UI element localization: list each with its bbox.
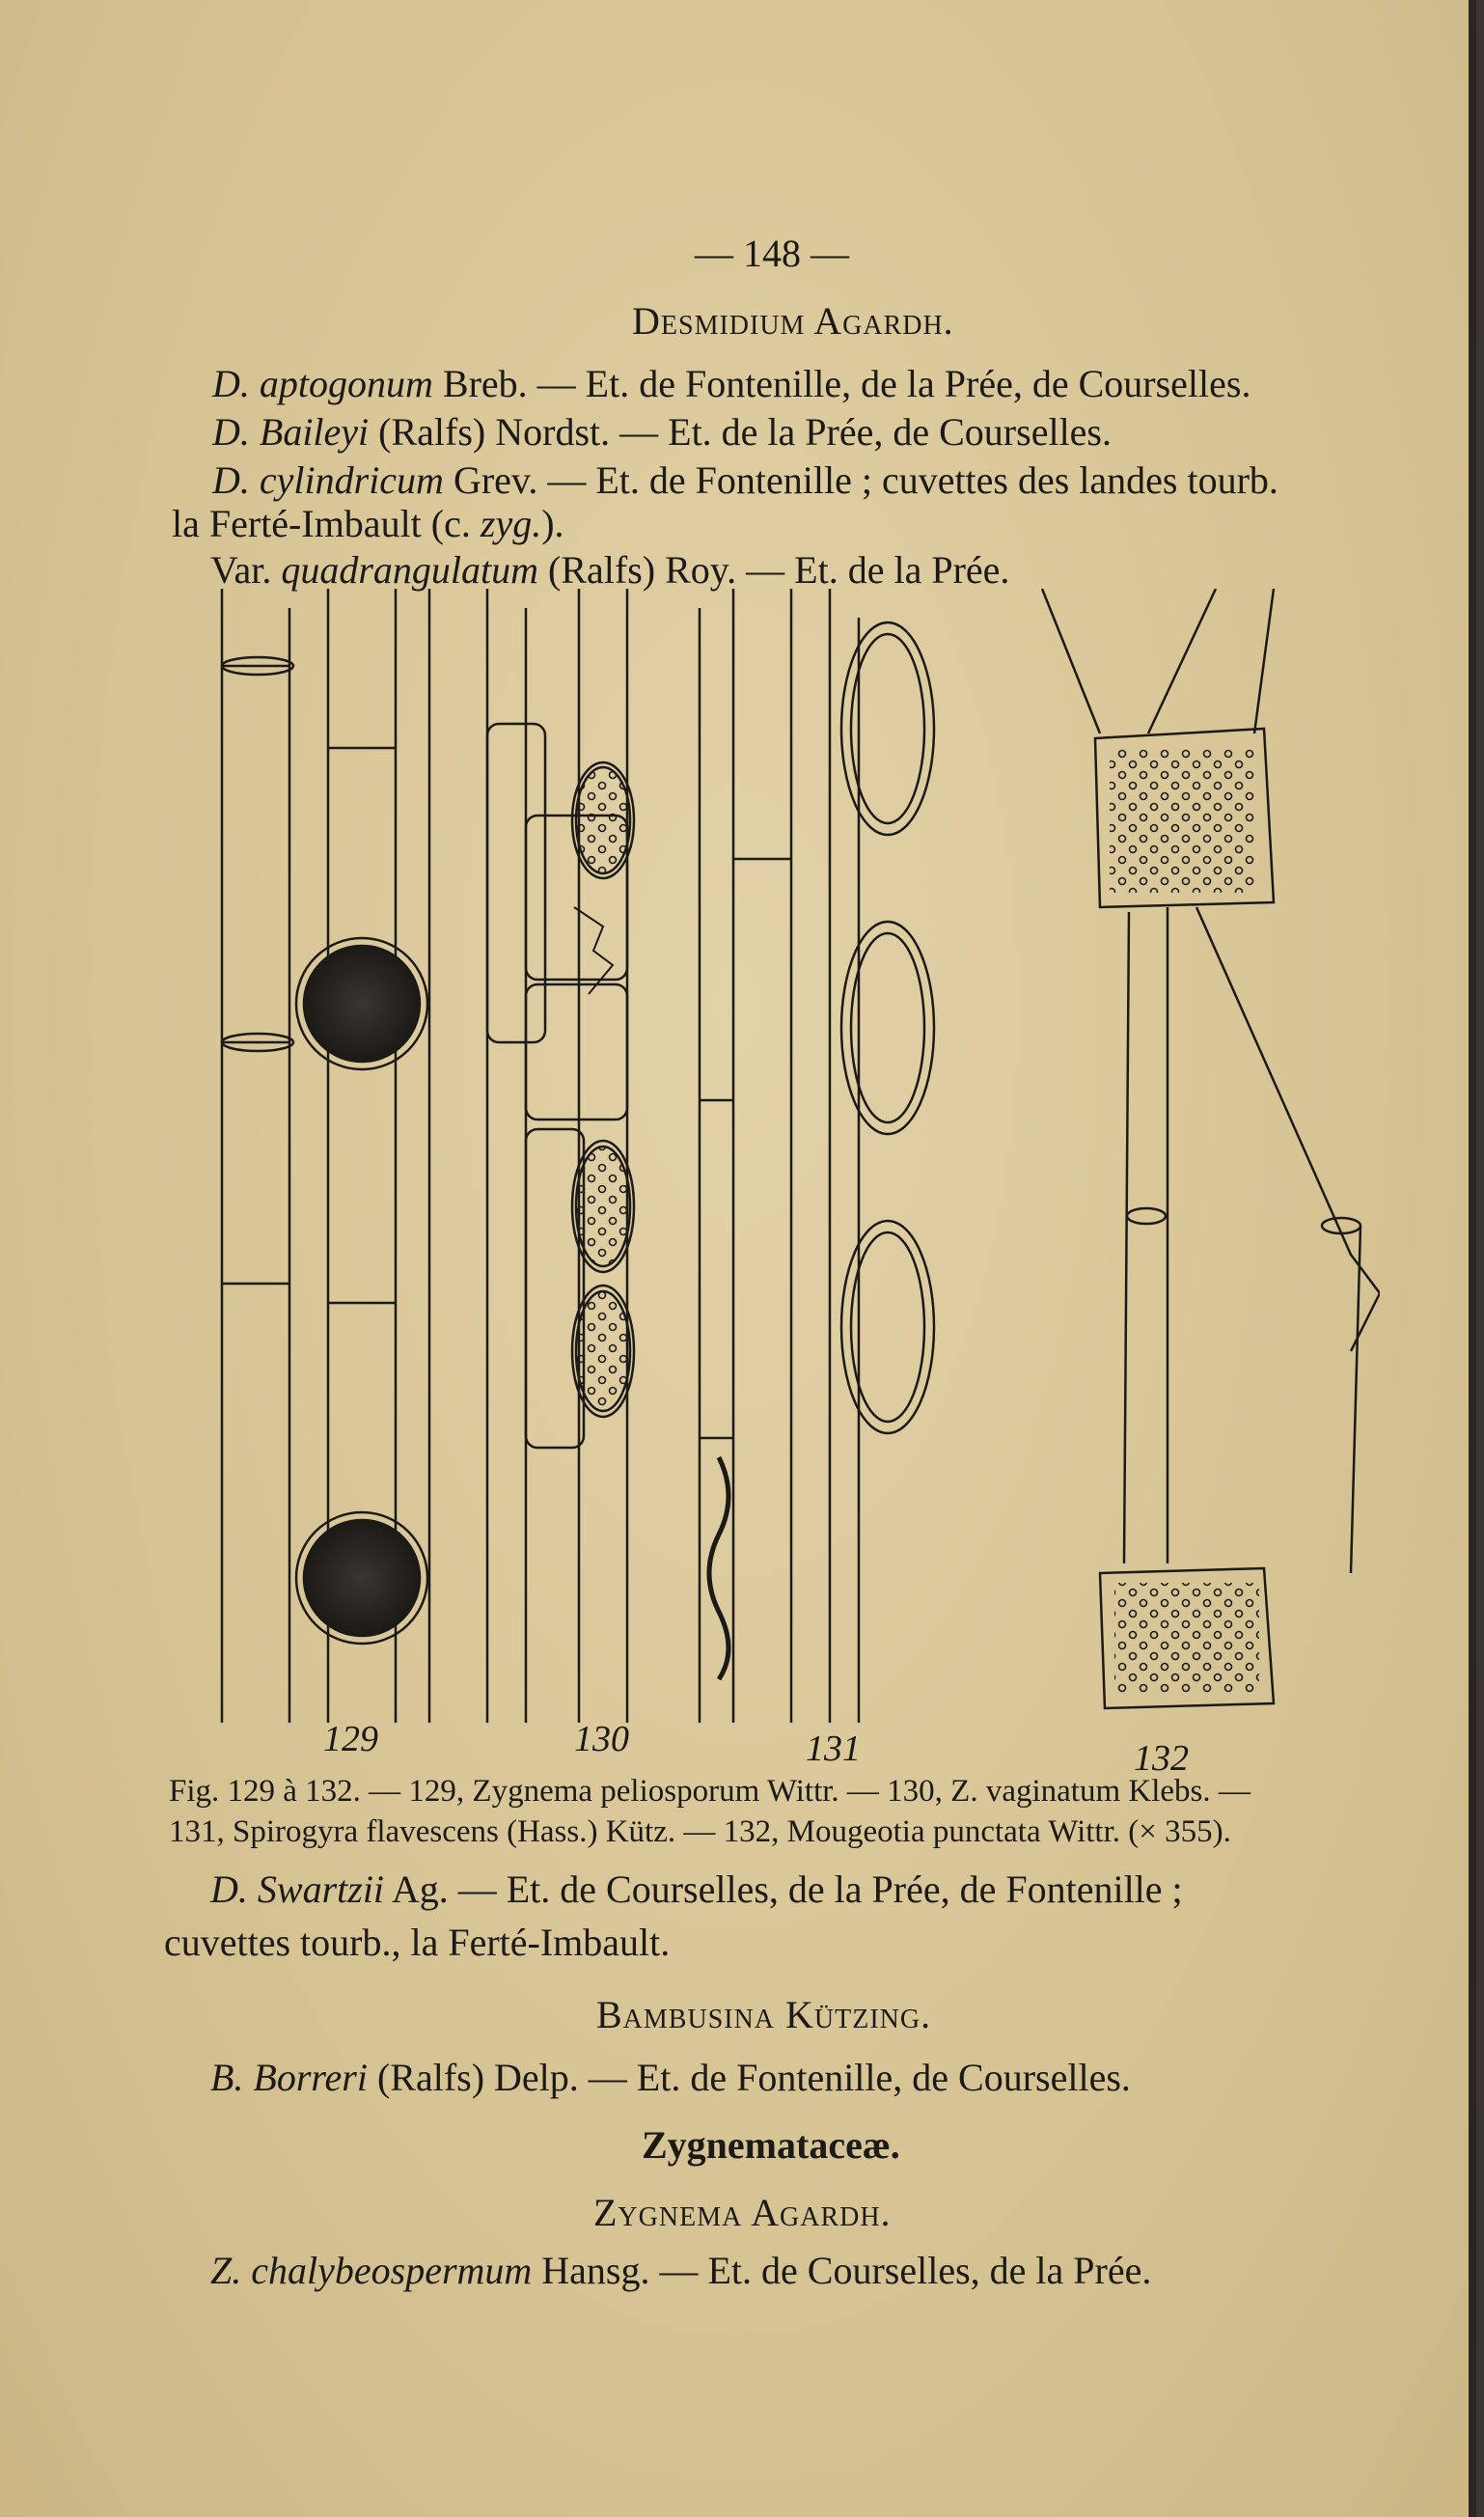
figure-130-zygnema — [487, 589, 634, 1723]
entry-text: ). — [541, 502, 564, 545]
figure-label-129: 129 — [323, 1719, 378, 1759]
entry-text: la Ferté-Imbault (c. — [172, 502, 481, 545]
figure-label-130: 130 — [574, 1719, 629, 1759]
entry-text: Grev. — Et. de Fontenille ; cuvettes des landes tourb. — [443, 458, 1278, 502]
taxon-name: quadrangulatum — [281, 548, 539, 592]
entry-text: Hansg. — Et. de Courselles, de la Prée. — [532, 2249, 1152, 2292]
entry-text: (Ralfs) Delp. — Et. de Fontenille, de Courselles. — [367, 2056, 1131, 2099]
entry-d-cylindricum — [212, 458, 1278, 503]
page-edge-shadow — [1469, 0, 1476, 2517]
taxon-name: D. cylindricum — [212, 458, 444, 502]
family-heading: Zygnemataceæ. — [642, 2123, 900, 2167]
entry-continuation: cuvettes tourb., la Ferté-Imbault. — [164, 1921, 671, 1964]
taxon-abbrev: zyg. — [480, 502, 542, 545]
taxon-name: D. Baileyi — [212, 410, 370, 454]
algae-figure-plate — [193, 589, 1380, 1728]
figure-caption-line-2: 131, Spirogyra flavescens (Hass.) Kütz. — 132, Mougeotia punctata Wittr. (× 355). — [169, 1814, 1231, 1849]
entry-text: Breb. — Et. de Fontenille, de la Prée, de Courselles. — [432, 362, 1251, 405]
figure-132-mougeotia — [1042, 589, 1380, 1708]
taxon-name: Z. chalybeospermum — [210, 2249, 533, 2292]
taxon-name: B. Borreri — [210, 2056, 368, 2099]
entry-z-chalybeospermum — [210, 2249, 1151, 2293]
figure-label-132: 132 — [1134, 1738, 1189, 1779]
entry-text: (Ralfs) Nordst. — Et. de la Prée, de Courselles. — [369, 410, 1112, 454]
figure-caption-line-1: Fig. 129 à 132. — 129, Zygnema peliosporum Wittr. — 130, Z. vaginatum Klebs. — — [169, 1774, 1250, 1809]
genus-heading-bambusina: Bambusina Kützing. — [596, 1993, 932, 2036]
entry-continuation — [172, 502, 564, 546]
entry-d-baileyi — [212, 410, 1112, 455]
entry-text: Var. — [210, 548, 282, 592]
figure-131-spirogyra — [700, 589, 934, 1723]
page-number: — 148 — — [695, 232, 849, 275]
entry-var-quadrangulatum — [210, 548, 1009, 593]
taxon-name: D. Swartzii — [210, 1867, 385, 1911]
entry-d-aptogonum — [212, 362, 1250, 406]
figure-label-131: 131 — [806, 1729, 861, 1769]
figure-129-zygnema — [222, 589, 429, 1723]
entry-b-borreri — [210, 2056, 1131, 2100]
entry-d-swartzii — [210, 1867, 1183, 1912]
entry-text: Ag. — Et. de Courselles, de la Prée, de Fontenille ; — [384, 1867, 1183, 1911]
genus-heading-desmidium: Desmidium Agardh. — [632, 299, 954, 343]
entry-text: (Ralfs) Roy. — Et. de la Prée. — [538, 548, 1010, 592]
taxon-name: D. aptogonum — [212, 362, 433, 405]
genus-heading-zygnema: Zygnema Agardh. — [593, 2191, 892, 2234]
